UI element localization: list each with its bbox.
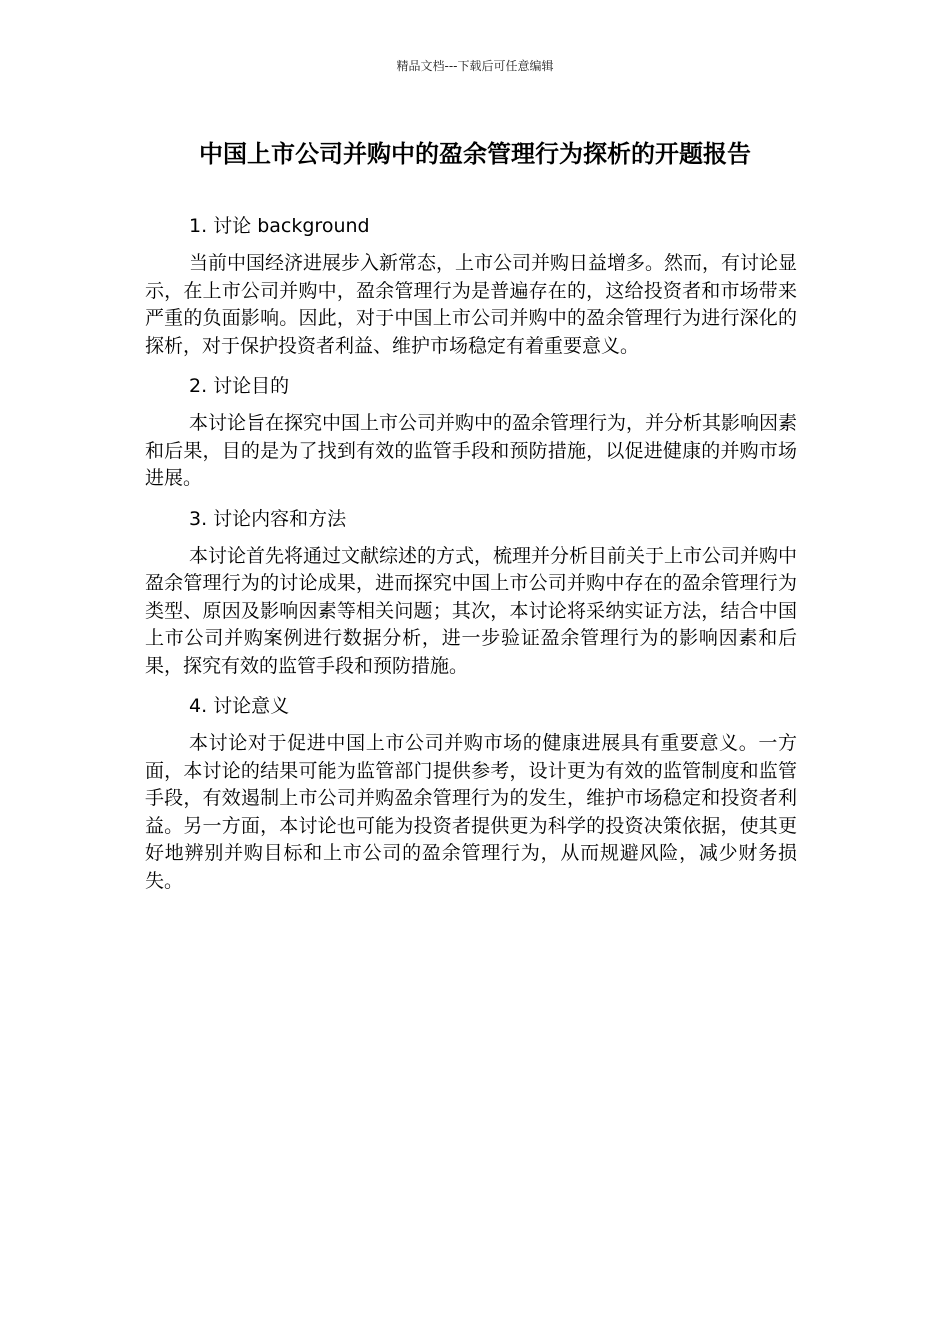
header-note: 精品文档---下载后可任意编辑 <box>396 59 554 73</box>
section-heading: 2. 讨论目的 <box>189 375 290 397</box>
section-paragraph: 本讨论对于促进中国上市公司并购市场的健康进展具有重要意义。一方面，本讨论的结果可能为监管部门提供参考，设计更为有效的监管制度和监管手段，有效遏制上市公司并购盈余管理行为的发生，维护市场稳定和投资者利益。另一方面，本讨论也可能为投资者提供更为科学的投资决策依据，使其更好地辨别并购目标和上市公司的盈余管理行为，从而规避风险，减少财务损失。 <box>145 732 797 892</box>
section-heading: 4. 讨论意义 <box>189 695 290 717</box>
section-paragraph: 本讨论旨在探究中国上市公司并购中的盈余管理行为，并分析其影响因素和后果，目的是为了找到有效的监管手段和预防措施，以促进健康的并购市场进展。 <box>145 412 798 489</box>
section-significance <box>145 692 797 895</box>
section-background <box>145 212 797 360</box>
document-body <box>145 212 797 907</box>
section-paragraph: 本讨论首先将通过文献综述的方式，梳理并分析目前关于上市公司并购中盈余管理行为的讨论成果，进而探究中国上市公司并购中存在的盈余管理行为类型、原因及影响因素等相关问题；其次，本讨论将采纳实证方法，结合中国上市公司并购案例进行数据分析，进一步验证盈余管理行为的影响因素和后果，探究有效的监管手段和预防措施。 <box>145 544 798 677</box>
section-content-method <box>145 505 797 681</box>
section-heading: 3. 讨论内容和方法 <box>189 507 347 530</box>
document-title: 中国上市公司并购中的盈余管理行为探析的开题报告 <box>199 140 751 168</box>
section-paragraph: 当前中国经济进展步入新常态，上市公司并购日益增多。然而，有讨论显示，在上市公司并购中，盈余管理行为是普遍存在的，这给投资者和市场带来严重的负面影响。因此，对于中国上市公司并购中的盈余管理行为进行深化的探析，对于保护投资者利益、维护市场稳定有着重要意义。 <box>145 252 798 357</box>
section-purpose <box>145 372 797 493</box>
section-heading: 1. 讨论 background <box>189 215 370 237</box>
